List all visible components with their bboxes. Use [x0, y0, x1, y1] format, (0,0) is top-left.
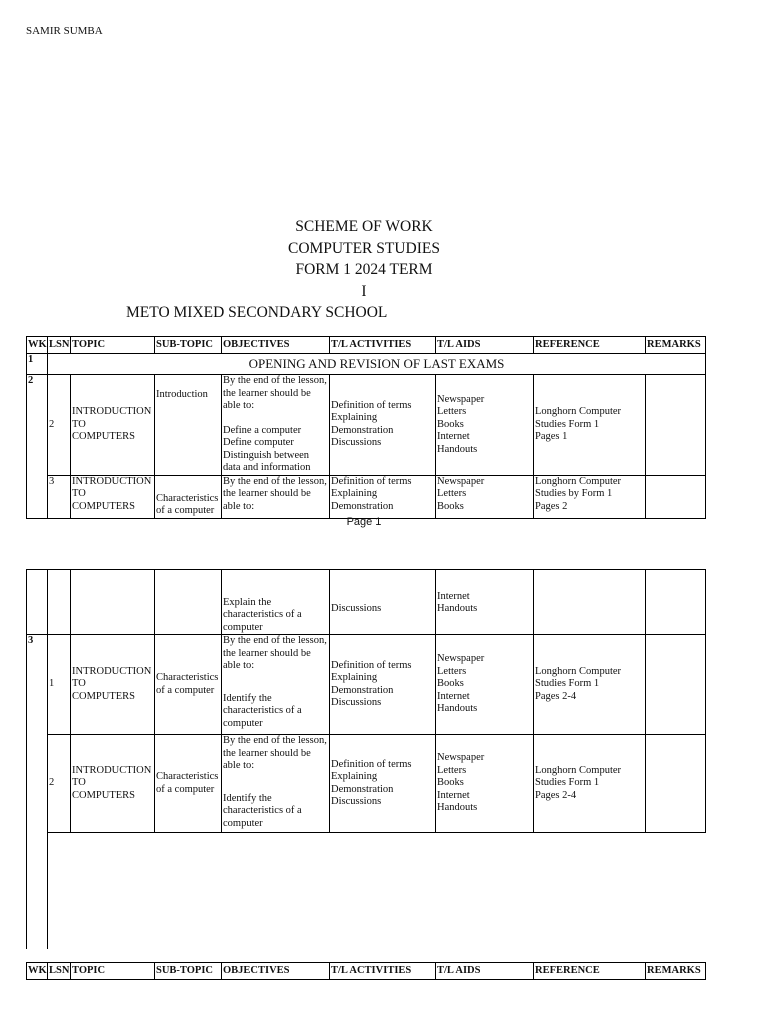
author-name: SAMIR SUMBA: [26, 25, 103, 37]
header-lsn: LSN: [48, 963, 71, 980]
week-number: 1: [27, 354, 48, 375]
topic-cell: [71, 635, 155, 735]
reference-line: Studies Form 1: [535, 678, 600, 690]
topic-line: INTRODUCTION: [72, 475, 152, 487]
week-number: 3: [27, 635, 48, 833]
objectives-cell: [222, 375, 330, 476]
reference-line: Pages 2: [535, 500, 568, 512]
aid-item: Letters: [437, 406, 467, 417]
topic-cell: [71, 735, 155, 833]
aid-item: Handouts: [437, 603, 478, 614]
header-wk: WK: [27, 963, 48, 980]
header-sub-topic: SUB-TOPIC: [155, 963, 222, 980]
topic-line: COMPUTERS: [72, 690, 136, 702]
title-line: COMPUTER STUDIES: [287, 239, 440, 257]
topic-cell: [71, 475, 155, 518]
activity-item: Discussions: [331, 796, 382, 807]
school-name: METO MIXED SECONDARY SCHOOL: [126, 304, 388, 321]
objective-item: Define computer: [223, 437, 294, 448]
topic-line: INTRODUCTION: [72, 406, 152, 417]
aid-item: Internet: [437, 431, 470, 442]
activity-item: Discussions: [331, 437, 382, 449]
aid-item: Newspaper: [437, 393, 485, 405]
aid-item: Handouts: [437, 443, 478, 455]
activity-item: Demonstration: [331, 783, 394, 795]
topic-line: COMPUTERS: [72, 431, 136, 442]
topic-line: TO: [72, 418, 86, 430]
objectives-cell: [222, 635, 330, 735]
objective-item: Distinguish between data and information: [223, 449, 311, 473]
topic-line: COMPUTERS: [72, 500, 136, 512]
objective-item: Identify the characteristics of a computer: [223, 692, 302, 729]
table-row: [27, 635, 706, 735]
table-row: [27, 475, 706, 518]
scheme-table-page2: [26, 569, 706, 833]
sub-topic-cell: Characteristics of a computer: [155, 735, 222, 833]
remarks-cell: [646, 570, 706, 635]
reference-line: Studies by Form 1: [535, 488, 613, 499]
reference-cell: [534, 375, 646, 476]
reference-line: Pages 2-4: [535, 690, 577, 702]
remarks-cell: [646, 475, 706, 518]
remarks-cell: [646, 635, 706, 735]
title-line: I: [361, 282, 367, 300]
topic-cell: [71, 375, 155, 476]
topic-line: INTRODUCTION: [72, 764, 152, 776]
objectives-intro: By the end of the lesson, the learner should be able to:: [223, 375, 327, 411]
aid-item: Newspaper: [437, 653, 485, 665]
activity-item: Explaining: [331, 771, 378, 782]
activities-cell: [330, 375, 436, 476]
reference-line: Pages 1: [535, 431, 568, 442]
header-objectives: OBJECTIVES: [222, 963, 330, 980]
table-continuation-line: [47, 832, 48, 949]
table-continuation-line: [26, 832, 27, 949]
header-row: [27, 963, 706, 980]
reference-cell: [534, 475, 646, 518]
reference-line: Longhorn Computer: [535, 764, 622, 776]
activity-item: Definition of terms: [331, 475, 412, 487]
aid-item: Letters: [437, 764, 467, 776]
reference-line: Longhorn Computer: [535, 475, 622, 487]
header-activities: T/L ACTIVITIES: [330, 337, 436, 354]
aids-cell: [436, 635, 534, 735]
activities-cell: [330, 475, 436, 518]
lesson-number: 2: [48, 375, 71, 476]
scheme-table-page1: [26, 336, 706, 519]
header-wk: WK: [27, 337, 48, 354]
header-remarks: REMARKS: [646, 963, 706, 980]
activity-item: Definition of terms: [331, 758, 412, 770]
topic-cell: [71, 570, 155, 635]
lesson-number: 3: [48, 475, 71, 518]
aid-item: Handouts: [437, 802, 478, 814]
activity-item: Definition of terms: [331, 399, 412, 411]
aid-item: Newspaper: [437, 752, 485, 764]
document-title: [0, 216, 728, 324]
header-lsn: LSN: [48, 337, 71, 354]
header-topic: TOPIC: [71, 337, 155, 354]
aids-cell: [436, 375, 534, 476]
aid-item: Books: [437, 777, 464, 789]
header-objectives: OBJECTIVES: [222, 337, 330, 354]
title-line: FORM 1 2024 TERM: [295, 261, 433, 278]
objectives-cell: By the end of the lesson, the learner should be able to:: [222, 475, 330, 518]
sub-topic-cell: Introduction: [155, 375, 222, 476]
aids-cell: [436, 570, 534, 635]
aid-item: Books: [437, 500, 464, 512]
objectives-intro: By the end of the lesson, the learner should be able to:: [223, 735, 327, 771]
header-reference: REFERENCE: [534, 963, 646, 980]
reference-line: Studies Form 1: [535, 777, 600, 789]
page-label: Page 1: [346, 516, 382, 528]
aid-item: Letters: [437, 665, 467, 677]
repeated-header-table: [26, 962, 706, 980]
aids-cell: [436, 735, 534, 833]
activities-cell: [330, 735, 436, 833]
sub-topic-cell: [155, 570, 222, 635]
topic-line: COMPUTERS: [72, 789, 136, 801]
header-activities: T/L ACTIVITIES: [330, 963, 436, 980]
remarks-cell: [646, 375, 706, 476]
aids-cell: [436, 475, 534, 518]
reference-cell: [534, 570, 646, 635]
activities-cell: Discussions: [330, 570, 436, 635]
table-row: [27, 375, 706, 476]
objective-item: Identify the characteristics of a computer: [223, 792, 302, 829]
aid-item: Handouts: [437, 703, 478, 715]
reference-line: Longhorn Computer: [535, 665, 622, 677]
lesson-number: 1: [48, 635, 71, 735]
topic-line: TO: [72, 678, 86, 690]
remarks-cell: [646, 735, 706, 833]
activities-cell: [330, 635, 436, 735]
header-row: [27, 337, 706, 354]
week-cell: [27, 570, 48, 635]
activity-item: Definition of terms: [331, 659, 412, 671]
aid-item: Newspaper: [437, 475, 485, 487]
sub-topic-cell: Characteristics of a computer: [155, 475, 222, 518]
topic-line: INTRODUCTION: [72, 665, 152, 677]
header-sub-topic: SUB-TOPIC: [155, 337, 222, 354]
reference-line: Studies Form 1: [535, 418, 600, 430]
reference-line: Longhorn Computer: [535, 406, 622, 417]
activity-item: Explaining: [331, 412, 378, 424]
header-remarks: REMARKS: [646, 337, 706, 354]
reference-cell: [534, 635, 646, 735]
aid-item: Letters: [437, 488, 467, 499]
lesson-cell: [48, 570, 71, 635]
aid-item: Internet: [437, 690, 470, 702]
reference-cell: [534, 735, 646, 833]
table-row: [27, 570, 706, 635]
opening-row-text: OPENING AND REVISION OF LAST EXAMS: [48, 354, 706, 375]
table-row: [27, 735, 706, 833]
aid-item: Internet: [437, 789, 470, 801]
week-number: 2: [27, 375, 48, 519]
header-topic: TOPIC: [71, 963, 155, 980]
aid-item: Books: [437, 418, 464, 430]
activity-item: Demonstration: [331, 684, 394, 696]
aid-item: Books: [437, 678, 464, 690]
header-reference: REFERENCE: [534, 337, 646, 354]
header-aids: T/L AIDS: [436, 963, 534, 980]
objectives-intro: By the end of the lesson, the learner should be able to:: [223, 635, 327, 671]
topic-line: TO: [72, 488, 86, 499]
objectives-cell: [222, 735, 330, 833]
topic-line: TO: [72, 777, 86, 789]
objectives-cell: Explain the characteristics of a computer: [222, 570, 330, 635]
activity-item: Discussions: [331, 697, 382, 708]
aid-item: Internet: [437, 590, 470, 602]
sub-topic-cell: Characteristics of a computer: [155, 635, 222, 735]
activity-item: Demonstration: [331, 500, 394, 512]
activity-item: Demonstration: [331, 424, 394, 436]
title-line: SCHEME OF WORK: [295, 218, 433, 235]
activity-item: Explaining: [331, 672, 378, 683]
objective-item: Define a computer: [223, 424, 302, 436]
lesson-number: 2: [48, 735, 71, 833]
reference-line: Pages 2-4: [535, 789, 577, 801]
table-row: [27, 354, 706, 375]
activity-item: Explaining: [331, 488, 378, 499]
header-aids: T/L AIDS: [436, 337, 534, 354]
